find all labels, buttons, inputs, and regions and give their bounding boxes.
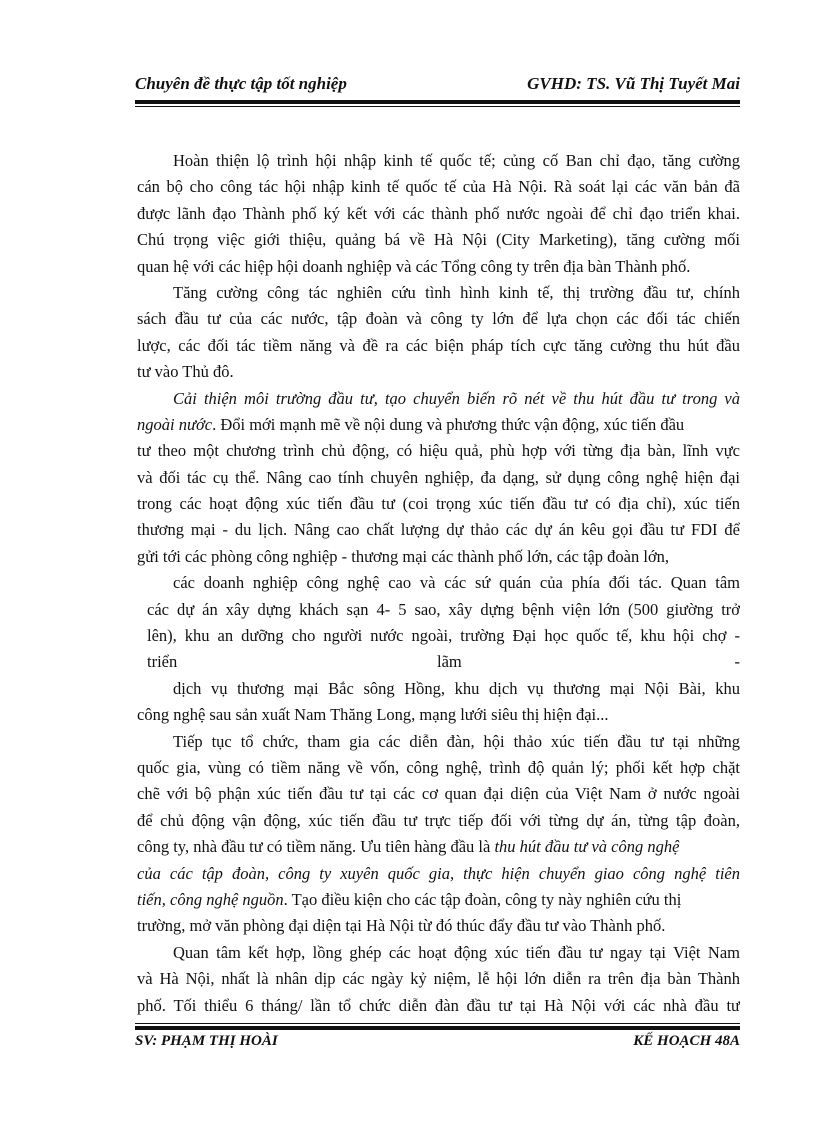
text-line: cán bộ cho công tác hội nhập kinh tế quốc tế của Hà Nội. Rà soát lại các văn bản đã bbox=[137, 177, 740, 197]
text-line: Chú trọng việc giới thiệu, quảng bá về Hà Nội (City Marketing), tăng cường mối bbox=[137, 230, 740, 250]
text-span: lãm bbox=[437, 652, 462, 672]
text-line: trường, mở văn phòng đại diện tại Hà Nội từ đó thúc đẩy đầu tư vào Thành phố. bbox=[137, 916, 666, 936]
italic-line: của các tập đoàn, công ty xuyên quốc gia, thực hiện chuyển giao công nghệ tiên bbox=[137, 863, 740, 883]
page-header bbox=[135, 72, 740, 98]
text-line: tư theo một chương trình chủ động, có hiệu quả, phù hợp với từng địa bàn, lĩnh vực bbox=[137, 441, 740, 461]
header-rule-thick bbox=[135, 100, 740, 104]
page-footer bbox=[135, 1033, 740, 1057]
text-line: gửi tới các phòng công nghiệp - thương mại các thành phố lớn, các tập đoàn lớn, bbox=[137, 546, 670, 566]
text-line: Tiếp tục tổ chức, tham gia các diễn đàn, hội thảo xúc tiến đầu tư tại những bbox=[173, 731, 740, 751]
text-line: chẽ với bộ phận xúc tiến đầu tư tại các cơ quan đại diện của Việt Nam ở nước ngoài bbox=[137, 784, 740, 804]
text-line: dịch vụ thương mại Bắc sông Hồng, khu dịch vụ thương mại Nội Bài, khu bbox=[173, 678, 740, 698]
italic-heading-end: ngoài nước bbox=[137, 414, 213, 434]
text-line: công nghệ sau sản xuất Nam Thăng Long, mạng lưới siêu thị hiện đại... bbox=[137, 705, 609, 725]
text-span: công ty, nhà đầu tư có tiềm năng. Ưu tiên hàng đầu là bbox=[137, 837, 491, 857]
footer-rule-thin bbox=[135, 1023, 740, 1024]
text-line: Hoàn thiện lộ trình hội nhập kinh tế quốc tế; củng cố Ban chỉ đạo, tăng cường bbox=[173, 151, 740, 170]
text-line bbox=[137, 834, 740, 860]
text-line bbox=[137, 649, 740, 675]
text-line: và đối tác cụ thể. Nâng cao tính chuyên nghiệp, đa dạng, sử dụng công nghệ hiện đại bbox=[137, 467, 740, 487]
text-span: triển bbox=[147, 652, 178, 672]
footer-student: SV: PHẠM THỊ HOÀI bbox=[135, 1033, 278, 1049]
text-line: lên), khu an dưỡng cho người nước ngoài, trường Đại học quốc tế, khu hội chợ - bbox=[147, 626, 740, 646]
header-title: Chuyên đề thực tập tốt nghiệp bbox=[135, 74, 347, 93]
text-line bbox=[137, 887, 740, 913]
text-line: lược, các đối tác tiềm năng và đề ra các biện pháp tích cực tăng cường thu hút đầu bbox=[137, 335, 740, 355]
footer-class: KẾ HOẠCH 48A bbox=[633, 1033, 740, 1049]
text-line: các doanh nghiệp công nghệ cao và các sứ quán của phía đối tác. Quan tâm bbox=[173, 573, 740, 593]
text-span: . Đổi mới mạnh mẽ về nội dung và phương thức vận động, xúc tiến đầu bbox=[212, 414, 685, 434]
text-line: quan hệ với các hiệp hội doanh nghiệp và các Tổng công ty trên địa bàn Thành phố. bbox=[137, 256, 691, 276]
text-line: được lãnh đạo Thành phố ký kết với các thành phố nước ngoài để chỉ đạo triển khai. bbox=[137, 203, 740, 223]
text-line: Tăng cường công tác nghiên cứu tình hình kinh tế, thị trường đầu tư, chính bbox=[173, 282, 740, 302]
text-line: thương mại - du lịch. Nâng cao chất lượng dự thảo các dự án kêu gọi đầu tư FDI để bbox=[137, 520, 740, 540]
footer-rule-thick bbox=[135, 1026, 740, 1030]
text-line: Quan tâm kết hợp, lồng ghép các hoạt động xúc tiến đầu tư ngay tại Việt Nam bbox=[173, 942, 740, 962]
text-line: sách đầu tư của các nước, tập đoàn và công ty lớn để lựa chọn các đối tác chiến bbox=[137, 309, 740, 329]
header-rule-thin bbox=[135, 106, 740, 107]
header-advisor: GVHD: TS. Vũ Thị Tuyết Mai bbox=[527, 74, 740, 93]
text-line bbox=[137, 412, 740, 438]
text-line: tư vào Thủ đô. bbox=[137, 362, 234, 382]
text-line: các dự án xây dựng khách sạn 4- 5 sao, xây dựng bệnh viện lớn (500 giường trở bbox=[147, 599, 740, 619]
text-line: trong các hoạt động xúc tiến đầu tư (coi trọng xúc tiến đầu tư có địa chỉ), xúc tiến bbox=[137, 494, 740, 514]
text-span: . Tạo điều kiện cho các tập đoàn, công ty này nghiên cứu thị bbox=[283, 889, 682, 909]
text-line: quốc gia, vùng có tiềm năng về vốn, công nghệ, trình độ quản lý; phối kết hợp chặt bbox=[137, 757, 740, 777]
text-span: - bbox=[734, 652, 740, 672]
text-line: để chủ động vận động, xúc tiến đầu tư trực tiếp đối với từng dự án, từng tập đoàn, bbox=[137, 810, 740, 830]
italic-span: tiến, công nghệ nguồn bbox=[137, 889, 284, 909]
text-line: phố. Tối thiểu 6 tháng/ lần tổ chức diễn đàn đầu tư tại Hà Nội với các nhà đầu tư bbox=[137, 995, 740, 1015]
text-line: và Hà Nội, nhất là nhân dịp các ngày kỷ niệm, lễ hội lớn diễn ra trên địa bàn Thành bbox=[137, 969, 740, 989]
italic-heading-line: Cải thiện môi trường đầu tư, tạo chuyển biến rõ nét về thu hút đầu tư trong và bbox=[173, 388, 740, 408]
italic-span: thu hút đầu tư và công nghệ bbox=[494, 837, 680, 857]
document-body bbox=[137, 148, 740, 1019]
